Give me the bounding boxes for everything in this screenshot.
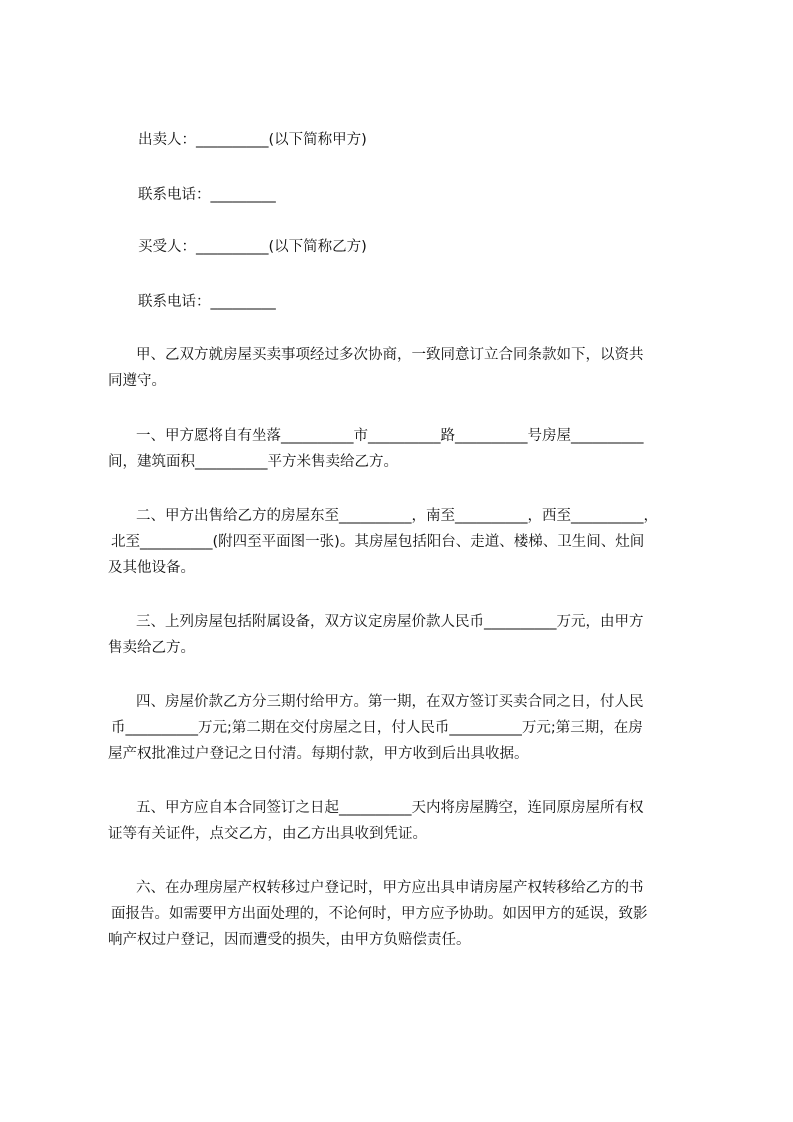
seller-phone-line: 联系电话：_________ <box>138 187 276 203</box>
clause-6-line-3: 响产权过户登记，因而遭受的损失，由甲方负赔偿责任。 <box>108 932 471 948</box>
clause-3-line-2: 售卖给乙方。 <box>108 640 195 656</box>
preamble-line-2: 同遵守。 <box>108 373 166 389</box>
clause-6-line-1: 六、在办理房屋产权转移过户登记时，甲方应出具申请房屋产权转移给乙方的书 <box>136 880 644 896</box>
clause-3-line-1: 三、上列房屋包括附属设备，双方议定房屋价款人民币__________万元，由甲方 <box>136 614 644 630</box>
clause-1-line-2: 间，建筑面积__________平方米售卖给乙方。 <box>108 454 398 470</box>
clause-5-line-2: 证等有关证件，点交乙方，由乙方出具收到凭证。 <box>108 826 427 842</box>
clause-4-line-3: 屋产权批准过户登记之日付清。每期付款，甲方收到后出具收据。 <box>108 746 529 762</box>
clause-4-line-2: 币__________万元;第二期在交付房屋之日，付人民币__________万元;第三期，在房 <box>111 720 643 736</box>
clause-6-line-2: 面报告。如需要甲方出面处理的，不论何时，甲方应予协助。如因甲方的延误，致影 <box>111 906 648 922</box>
clause-2-line-2: 北至__________(附四至平面图一张)。其房屋包括阳台、走道、楼梯、卫生间、灶间 <box>111 534 645 550</box>
buyer-line: 买受人：__________(以下简称乙方) <box>138 239 367 255</box>
seller-line: 出卖人：__________(以下简称甲方) <box>138 132 367 148</box>
clause-2-line-3: 及其他设备。 <box>108 560 195 576</box>
preamble-line-1: 甲、乙双方就房屋买卖事项经过多次协商，一致同意订立合同条款如下，以资共 <box>136 347 644 363</box>
clause-2-line-1: 二、甲方出售给乙方的房屋东至__________，南至__________，西至__________， <box>136 508 658 524</box>
clause-4-line-1: 四、房屋价款乙方分三期付给甲方。第一期，在双方签订买卖合同之日，付人民 <box>136 694 644 710</box>
clause-5-line-1: 五、甲方应自本合同签订之日起__________天内将房屋腾空，连同原房屋所有权 <box>136 800 644 816</box>
clause-1-line-1: 一、甲方愿将自有坐落__________市__________路__________号房屋__________ <box>136 428 644 444</box>
buyer-phone-line: 联系电话：_________ <box>138 294 276 310</box>
